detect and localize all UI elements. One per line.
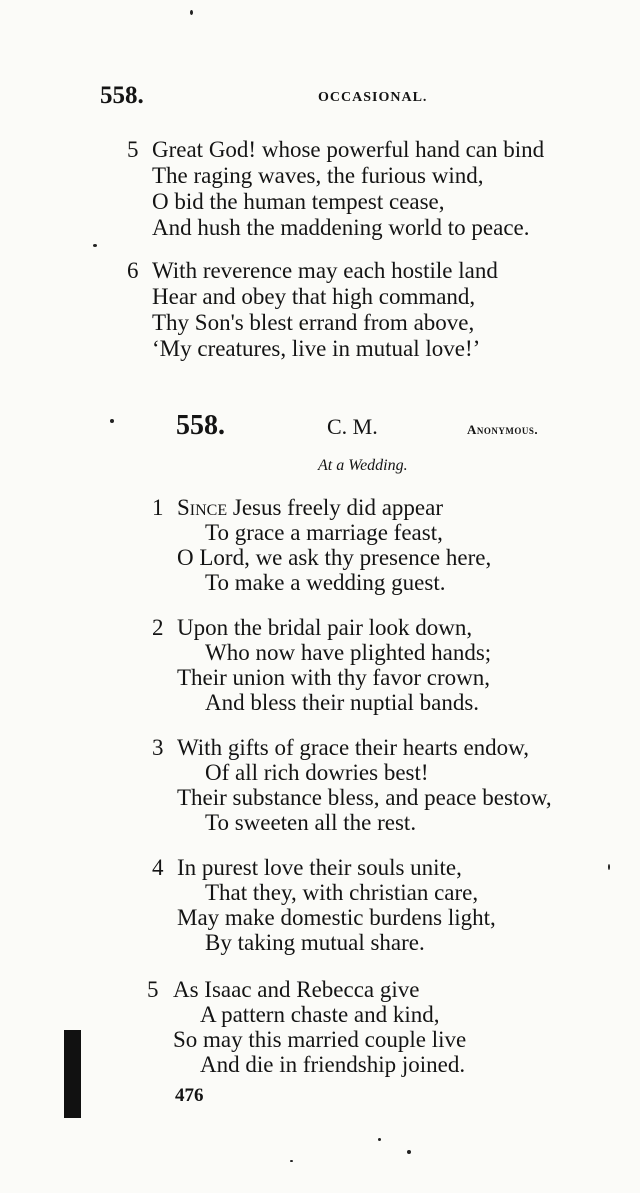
verse-line: So may this married couple live [173,1027,467,1052]
verse-line: Who now have plighted hands; [205,640,492,665]
verse-line: O bid the human tempest cease, [152,189,445,214]
verse-line: That they, with christian care, [205,880,479,905]
scan-speck [407,1150,411,1154]
hymn-number: 558. [176,410,225,441]
verse-line: Hear and obey that high command, [152,284,476,309]
scan-speck [190,10,193,15]
scan-speck [110,419,114,423]
verse-line: In purest love their souls unite, [177,855,462,880]
hymn-meter: C. M. [327,414,378,439]
verse-line: Upon the bridal pair look down, [177,615,473,640]
stanza-number: 5 [127,137,139,162]
stanza-number: 1 [152,495,164,520]
scan-speck [290,1160,293,1162]
stanza-number: 4 [152,855,164,880]
verse-line-first [177,495,443,521]
verse-line: With reverence may each hostile land [152,258,498,283]
scan-speck [378,1138,381,1141]
first-word-small-caps: Since [177,495,228,520]
first-line-rest: Jesus freely did appear [227,495,443,520]
verse-line: With gifts of grace their hearts endow, [177,735,530,760]
hymn-author: Anonymous. [467,422,539,437]
stanza-number: 3 [152,735,164,760]
running-title: OCCASIONAL. [318,90,428,105]
scan-speck [93,244,97,247]
verse-line: A pattern chaste and kind, [200,1002,440,1027]
verse-line: To grace a marriage feast, [205,520,443,545]
verse-line: O Lord, we ask thy presence here, [177,545,492,570]
verse-line: To sweeten all the rest. [205,810,417,835]
scan-edge-shadow [64,1030,81,1118]
verse-line: The raging waves, the furious wind, [152,163,484,188]
scan-speck [608,864,610,870]
verse-line: ‘My creatures, live in mutual love!’ [152,336,481,361]
verse-line: Great God! whose powerful hand can bind [152,137,545,162]
verse-line: Their substance bless, and peace bestow, [177,785,552,810]
verse-line: To make a wedding guest. [205,570,446,595]
verse-line: And bless their nuptial bands. [205,690,480,715]
verse-line: And die in friendship joined. [200,1052,466,1077]
verse-line: Of all rich dowries best! [205,760,429,785]
verse-line: Their union with thy favor crown, [177,665,490,690]
signature-number: 476 [175,1085,204,1106]
verse-line: May make domestic burdens light, [177,905,496,930]
verse-line: And hush the maddening world to peace. [152,215,530,240]
verse-line: As Isaac and Rebecca give [173,977,420,1002]
page-number: 558. [100,82,144,109]
verse-line: By taking mutual share. [205,930,425,955]
verse-line: Thy Son's blest errand from above, [152,310,475,335]
stanza-number: 2 [152,615,164,640]
stanza-number: 6 [127,258,139,283]
stanza-number: 5 [147,977,159,1002]
hymn-occasion: At a Wedding. [318,457,408,474]
